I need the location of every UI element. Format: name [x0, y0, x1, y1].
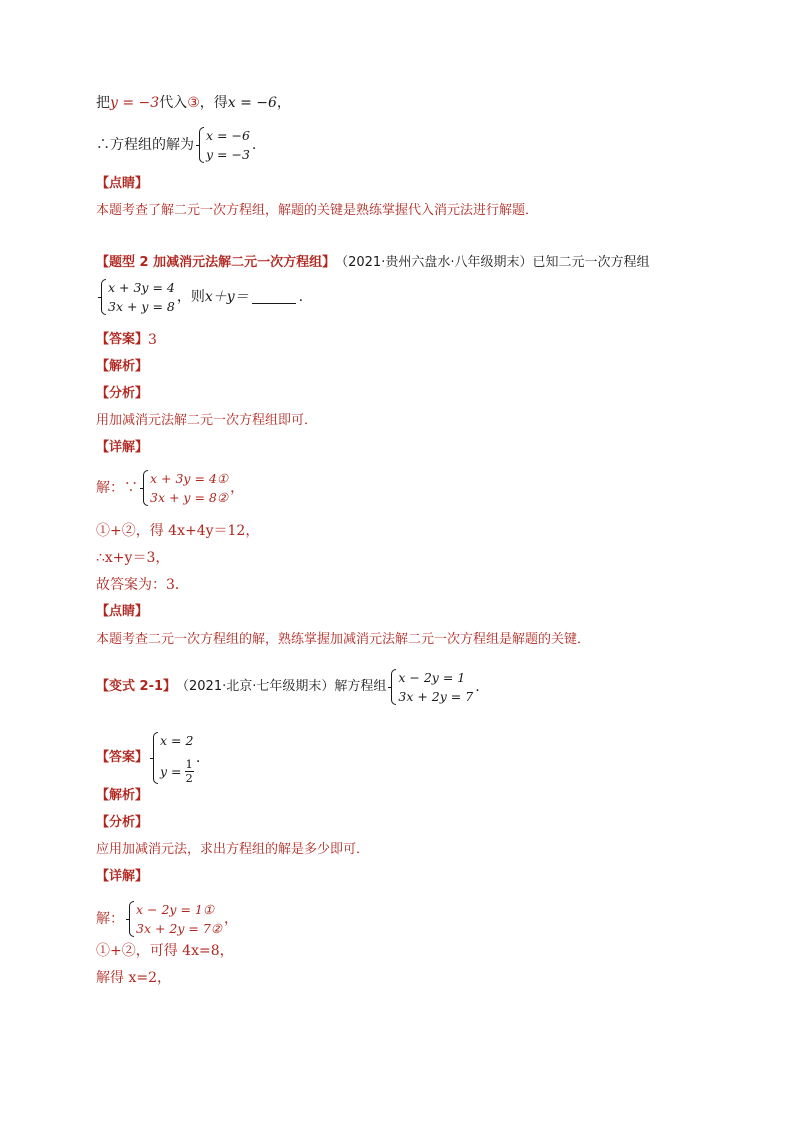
- section-tag-jiexi-2: [96, 787, 148, 805]
- text: .: [475, 679, 480, 695]
- text: ∴x+y＝3，: [96, 550, 170, 566]
- text: 解：: [96, 911, 124, 927]
- text: 应用加减消元法，求出方程组的解是多少即可．: [96, 842, 370, 857]
- brace-icon: [98, 278, 105, 316]
- equation-system: [150, 731, 194, 785]
- section-tag-xiangjie-2: [96, 868, 148, 886]
- numerator: 1: [185, 757, 193, 771]
- text: 解得 x=2，: [96, 970, 171, 986]
- equation-system: [126, 900, 222, 938]
- line-summary-1: [96, 202, 538, 220]
- tag-label: 【解析】: [96, 788, 149, 803]
- text: 解：∵: [96, 480, 138, 496]
- equation-row: x − 2y = 1①: [136, 902, 215, 917]
- brace-icon: [196, 126, 203, 164]
- line-substitute-y: [96, 94, 291, 112]
- equation-row: y = −3: [206, 147, 250, 162]
- section-tag-dianjing: [96, 175, 148, 193]
- equation-row: x + 3y = 4: [108, 280, 175, 295]
- text: ，: [276, 95, 291, 111]
- text: ①+②，得 4x+4y＝12，: [96, 523, 260, 539]
- fraction: [185, 758, 194, 785]
- line-question-system: [96, 278, 303, 316]
- text: .: [298, 289, 304, 305]
- tag-label: 【解析】: [96, 359, 149, 374]
- text: ，: [224, 911, 239, 927]
- analysis-text: [96, 412, 317, 430]
- variant-label: 【变式 2-1】: [96, 679, 177, 694]
- detail-step-2: [96, 549, 169, 567]
- text: 把: [96, 95, 110, 111]
- answer-line: [96, 331, 157, 349]
- equation-row: x = 2: [160, 733, 194, 748]
- question-text: （2021·北京·七年级期末）解方程组: [176, 679, 387, 694]
- text: .: [251, 137, 257, 153]
- math-expr: y = −3: [110, 95, 160, 111]
- question-text: （2021·贵州六盘水·八年级期末）已知二元一次方程组: [335, 255, 650, 270]
- section-tag-fenxi-2: [96, 814, 148, 832]
- section-tag-xiangjie: [96, 439, 148, 457]
- text: ，: [230, 480, 245, 496]
- text: ，则: [176, 289, 205, 305]
- answer-blank: [252, 291, 296, 304]
- tag-label: 【分析】: [96, 815, 149, 830]
- equation-system: [98, 278, 175, 316]
- brace-icon: [388, 668, 395, 706]
- line-detail-system: [96, 469, 244, 507]
- text: 本题考查了解二元一次方程组，解题的关键是熟练掌握代入消元法进行解题．: [96, 203, 539, 218]
- math-expr: x＋y＝: [204, 289, 249, 305]
- brace-icon: [126, 900, 133, 938]
- equation-row: x − 2y = 1: [398, 670, 466, 685]
- detail-step-5: [96, 969, 171, 987]
- question-type-label: 【题型 2 加减消元法解二元一次方程组】: [96, 255, 336, 270]
- math-expr: x = −6: [227, 95, 277, 111]
- equation-row: 3x + y = 8: [108, 299, 175, 314]
- text: ，得: [199, 95, 228, 111]
- variant-header-2-1: [96, 668, 480, 706]
- text: .: [195, 750, 201, 766]
- tag-label: 【答案】: [96, 332, 149, 347]
- brace-icon: [150, 731, 157, 785]
- tag-label: 【答案】: [96, 750, 149, 765]
- line-detail-system-2: [96, 900, 238, 938]
- tag-label: 【点睛】: [96, 604, 149, 619]
- section-tag-fenxi: [96, 385, 148, 403]
- equation-row: x + 3y = 4①: [150, 471, 229, 486]
- section-tag-jiexi: [96, 358, 148, 376]
- denominator: 2: [185, 771, 193, 785]
- detail-step-1: [96, 522, 259, 540]
- detail-step-4: [96, 942, 234, 960]
- analysis-text-2: [96, 841, 369, 859]
- equation-row: 3x + 2y = 7: [398, 689, 474, 704]
- section-tag-dianjing-2: [96, 603, 148, 621]
- tag-label: 【详解】: [96, 869, 149, 884]
- line-summary-2: [96, 631, 590, 649]
- text: 本题考查二元一次方程组的解，熟练掌握加减消元法解二元一次方程组是解题的关键．: [96, 632, 591, 647]
- equation-row: [160, 758, 194, 785]
- text: 用加减消元法解二元一次方程组即可．: [96, 413, 318, 428]
- equation-row: x = −6: [206, 128, 250, 143]
- answer-line-2: [96, 731, 200, 785]
- text: ∴方程组的解为: [96, 137, 194, 153]
- detail-step-3: [96, 576, 189, 594]
- text: 代入: [159, 95, 188, 111]
- math-expr: y =: [160, 764, 182, 779]
- equation-system: [196, 126, 250, 164]
- answer-value: 3: [148, 332, 157, 348]
- circled-number: ③: [187, 95, 200, 111]
- tag-label: 【详解】: [96, 440, 149, 455]
- equation-system: [140, 469, 228, 507]
- text: ①+②，可得 4x=8，: [96, 943, 234, 959]
- text: 故答案为：3．: [96, 577, 189, 593]
- tag-label: 【点睛】: [96, 176, 149, 191]
- equation-row: 3x + y = 8②: [150, 490, 229, 505]
- equation-row: 3x + 2y = 7②: [136, 921, 223, 936]
- question-header-2: [96, 254, 649, 272]
- tag-label: 【分析】: [96, 386, 149, 401]
- equation-system: [388, 668, 473, 706]
- brace-icon: [140, 469, 147, 507]
- line-solution-system: [96, 126, 256, 164]
